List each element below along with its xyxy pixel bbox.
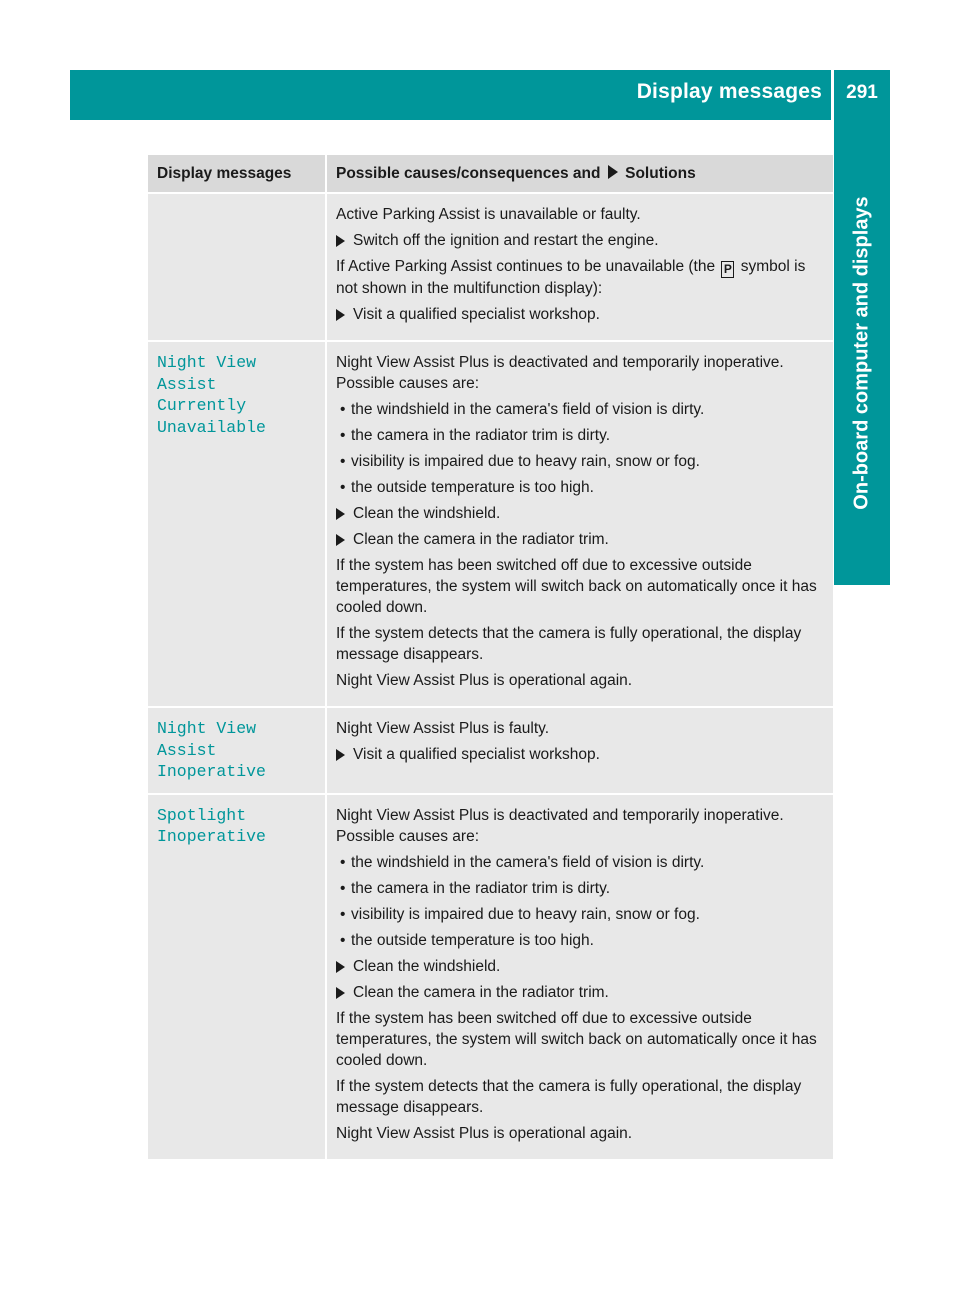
causes-cell (326, 341, 833, 707)
bullet-text: visibility is impaired due to heavy rain, snow or fog. (351, 905, 700, 923)
bullet-text: the camera in the radiator trim is dirty. (351, 879, 610, 897)
cause-text-part: If Active Parking Assist continues to be unavailable (the (336, 258, 716, 275)
column-header-causes-prefix: Possible causes/consequences and (336, 165, 601, 182)
cause-bullet (336, 425, 827, 446)
table-row (148, 707, 833, 794)
cause-bullet (336, 451, 827, 472)
cause-text-part: symbol is not shown in the multifunction display): (336, 258, 806, 297)
bullet-text: the camera in the radiator trim is dirty. (351, 427, 610, 444)
table-row (148, 794, 833, 1159)
triangle-right-icon (608, 165, 618, 179)
parking-p-icon: P (721, 261, 734, 278)
message-cell-empty (148, 193, 326, 341)
cause-text: Night View Assist Plus is faulty. (336, 720, 550, 737)
section-side-tab (834, 120, 890, 585)
cause-intro: Night View Assist Plus is deactivated and temporarily inoperative. Possible causes are: (336, 806, 784, 845)
column-header-causes-suffix: Solutions (625, 165, 696, 182)
bullet-text: the windshield in the camera's field of vision is dirty. (351, 853, 705, 871)
bullet-dot: • (340, 479, 346, 496)
bullet-text: the outside temperature is too high. (351, 931, 594, 949)
column-header-messages: Display messages (148, 155, 326, 193)
bullet-dot: • (340, 905, 346, 923)
cause-bullet (336, 930, 827, 951)
cause-text: If the system has been switched off due to excessive outside temperatures, the system will switch back on automatically once it has cooled down. (336, 557, 817, 616)
bullet-dot: • (340, 453, 346, 470)
bullet-text: the windshield in the camera's field of vision is dirty. (351, 401, 705, 418)
display-messages-table (148, 155, 833, 1159)
cause-bullet (336, 904, 827, 925)
cause-bullet (336, 477, 827, 498)
cause-text (336, 256, 827, 299)
bullet-text: the outside temperature is too high. (351, 479, 594, 496)
solution-step: Visit a qualified specialist workshop. (336, 304, 827, 325)
cause-text: Night View Assist Plus is operational again. (336, 1124, 633, 1142)
causes-cell (326, 193, 833, 341)
cause-text: If the system detects that the camera is fully operational, the display message disappears. (336, 1077, 802, 1116)
table-row (148, 193, 833, 341)
display-message-code: Night View Assist Currently Unavailable (157, 353, 266, 437)
cause-text: If the system has been switched off due to excessive outside temperatures, the system will switch back on automatically once it has cooled down. (336, 1009, 817, 1069)
message-cell (148, 341, 326, 707)
cause-bullet (336, 399, 827, 420)
causes-cell (326, 794, 833, 1159)
page-number: 291 (846, 82, 878, 103)
display-message-code: Spotlight Inoperative (157, 805, 266, 846)
solution-step: Switch off the ignition and restart the engine. (336, 230, 827, 251)
header-title: Display messages (636, 80, 822, 103)
message-cell (148, 794, 326, 1159)
cause-text: Night View Assist Plus is operational again. (336, 672, 633, 689)
bullet-dot: • (340, 401, 346, 418)
bullet-dot: • (340, 427, 346, 444)
page-header (70, 70, 890, 120)
bullet-dot: • (340, 931, 346, 949)
side-tab-label: On-board computer and displays (850, 195, 873, 510)
cause-text: If the system detects that the camera is fully operational, the display message disappears. (336, 625, 802, 663)
column-header-causes (326, 155, 833, 193)
table-header-row (148, 155, 833, 193)
causes-cell (326, 707, 833, 794)
bullet-text: visibility is impaired due to heavy rain, snow or fog. (351, 453, 700, 470)
bullet-dot: • (340, 853, 346, 871)
solution-step: Clean the camera in the radiator trim. (336, 982, 827, 1003)
solution-step: Clean the windshield. (336, 956, 827, 977)
cause-intro: Night View Assist Plus is deactivated and temporarily inoperative. Possible causes are: (336, 354, 784, 392)
table-row (148, 341, 833, 707)
message-cell (148, 707, 326, 794)
solution-step: Visit a qualified specialist workshop. (336, 744, 827, 765)
display-message-code: Night View Assist Inoperative (157, 719, 266, 781)
cause-bullet (336, 878, 827, 899)
bullet-dot: • (340, 879, 346, 897)
side-tab-marker (834, 528, 890, 584)
solution-step: Clean the windshield. (336, 503, 827, 524)
solution-step: Clean the camera in the radiator trim. (336, 529, 827, 550)
cause-text: Active Parking Assist is unavailable or faulty. (336, 206, 641, 223)
cause-bullet (336, 852, 827, 873)
